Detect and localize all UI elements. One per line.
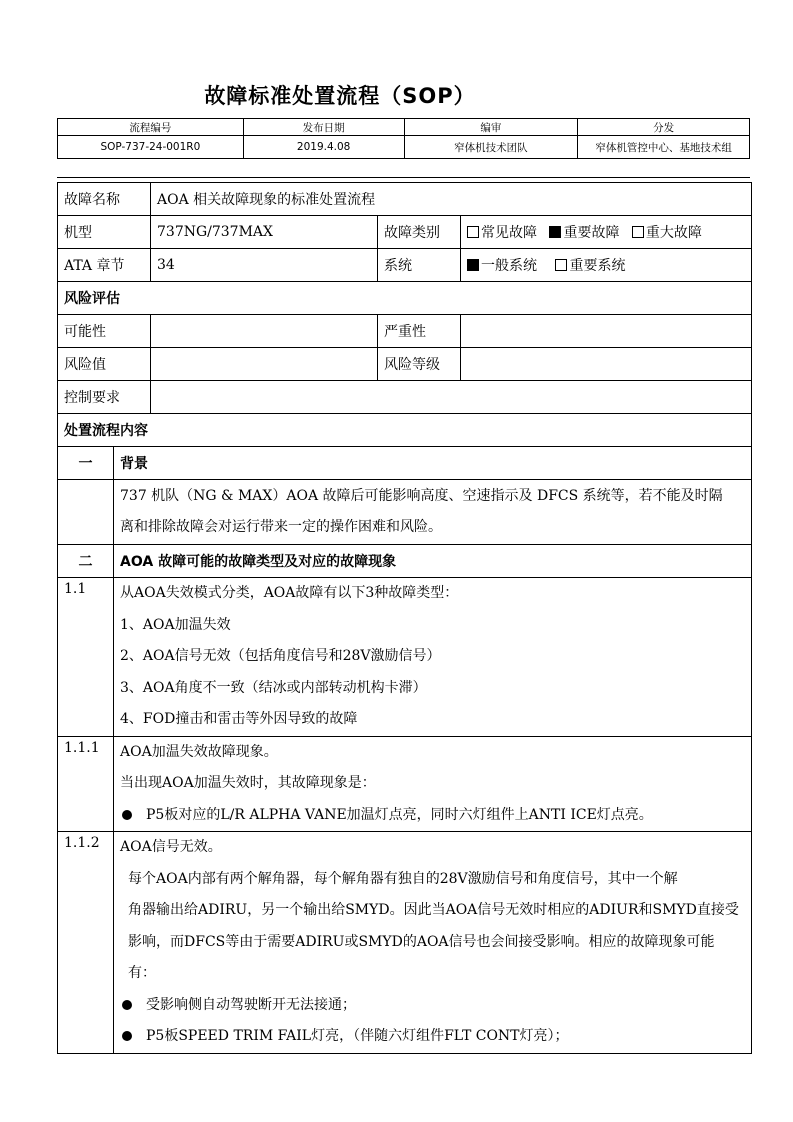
info-header-review: 编审 <box>404 119 578 136</box>
risk-value-field[interactable] <box>151 348 378 381</box>
subsection-1-1-1-title: AOA加温失效故障现象。 <box>120 743 278 760</box>
subsection-1-1-2-para-line: 有： <box>128 965 156 981</box>
section-1-number: 一 <box>58 447 114 480</box>
risk-value-label: 风险值 <box>58 348 151 381</box>
row-model <box>58 216 752 249</box>
info-header-distribution: 分发 <box>578 119 750 136</box>
option-major-fault: 重大故障 <box>645 225 702 241</box>
bullet-icon <box>122 1000 132 1010</box>
section-1-line-1: 737 机队（NG & MAX）AOA 故障后可能影响高度、空速指示及 DFCS 系统等，若不能及时隔 <box>120 487 723 504</box>
subsection-1-1-1-line: 当出现AOA加温失效时，其故障现象是： <box>120 775 376 791</box>
checkbox-important-fault[interactable] <box>549 226 561 238</box>
option-general-system: 一般系统 <box>481 258 537 274</box>
system-label: 系统 <box>378 249 461 282</box>
system-options <box>461 249 752 282</box>
bullet-icon <box>122 810 132 820</box>
subsection-1-1-2-bullet: P5板SPEED TRIM FAIL灯亮，（伴随六灯组件FLT CONT灯亮）； <box>146 1028 569 1044</box>
category-label: 故障类别 <box>378 216 461 249</box>
option-important-fault: 重要故障 <box>563 225 620 241</box>
ata-value: 34 <box>151 249 378 282</box>
row-fault-name <box>58 183 752 216</box>
page-title: 故障标准处置流程（SOP） <box>204 84 476 108</box>
subsection-1-1-1-number: 1.1.1 <box>58 736 114 832</box>
category-options <box>461 216 752 249</box>
section-1-title: 背景 <box>114 447 752 480</box>
section-1-text <box>114 480 752 545</box>
sop-main-table <box>57 182 752 1054</box>
separator-line <box>57 177 750 178</box>
risk-heading: 风险评估 <box>58 282 752 315</box>
subsection-1-1-number: 1.1 <box>58 578 114 737</box>
info-value-distribution: 窄体机管控中心、基地技术组 <box>578 136 750 159</box>
option-important-system: 重要系统 <box>569 258 626 274</box>
checkbox-important-system[interactable] <box>555 259 567 271</box>
subsection-1-1-2-text <box>114 832 752 1054</box>
process-heading: 处置流程内容 <box>58 414 752 447</box>
info-value-process-no: SOP-737-24-001R0 <box>58 136 244 159</box>
fault-type-4: 4、FOD撞击和雷击等外因导致的故障 <box>120 711 358 727</box>
risk-level-field[interactable] <box>461 348 752 381</box>
section-1-spacer <box>58 480 114 545</box>
option-common-fault: 常见故障 <box>481 225 537 241</box>
possibility-value[interactable] <box>151 315 378 348</box>
info-header-process-no: 流程编号 <box>58 119 244 136</box>
fault-name-value: AOA 相关故障现象的标准处置流程 <box>151 183 752 216</box>
risk-level-label: 风险等级 <box>378 348 461 381</box>
fault-name-label: 故障名称 <box>58 183 151 216</box>
info-value-date: 2019.4.08 <box>243 136 404 159</box>
subsection-1-1-2-para-line: 每个AOA内部有两个解角器，每个解角器有独自的28V激励信号和角度信号，其中一个解 <box>128 870 678 887</box>
checkbox-major-fault[interactable] <box>632 226 644 238</box>
control-field[interactable] <box>151 381 752 414</box>
info-value-review: 窄体机技术团队 <box>404 136 578 159</box>
bullet-icon <box>122 1031 132 1041</box>
fault-type-1: 1、AOA加温失效 <box>120 616 231 633</box>
subsection-1-1-text <box>114 578 752 737</box>
subsection-1-1-2-bullet: 受影响侧自动驾驶断开无法接通； <box>146 996 356 1013</box>
fault-type-2: 2、AOA信号无效（包括角度信号和28V激励信号） <box>120 648 441 664</box>
severity-value[interactable] <box>461 315 752 348</box>
checkbox-general-system[interactable] <box>467 259 479 271</box>
model-value: 737NG/737MAX <box>151 216 378 249</box>
subsection-1-1-2-title: AOA信号无效。 <box>120 839 222 855</box>
fault-type-3: 3、AOA角度不一致（结冰或内部转动机构卡滞） <box>120 679 427 696</box>
subsection-1-1-2-number: 1.1.2 <box>58 832 114 1054</box>
severity-label: 严重性 <box>378 315 461 348</box>
subsection-1-1-line: 从AOA失效模式分类，AOA故障有以下3种故障类型： <box>120 585 459 601</box>
info-header-date: 发布日期 <box>243 119 404 136</box>
subsection-1-1-2-para-line: 角器输出给ADIRU，另一个输出给SMYD。因此当AOA信号无效时相应的ADIUR和SMYD直接受 <box>128 902 739 918</box>
possibility-label: 可能性 <box>58 315 151 348</box>
section-2-title: AOA 故障可能的故障类型及对应的故障现象 <box>114 545 752 578</box>
subsection-1-1-2-para-line: 影响，而DFCS等由于需要ADIRU或SMYD的AOA信号也会间接受影响。相应的故障现象可能 <box>128 933 715 950</box>
row-ata <box>58 249 752 282</box>
control-label: 控制要求 <box>58 381 151 414</box>
subsection-1-1-1-bullet: P5板对应的L/R ALPHA VANE加温灯点亮，同时六灯组件上ANTI ICE灯点亮。 <box>146 806 653 823</box>
checkbox-common-fault[interactable] <box>467 226 479 238</box>
document-info-table <box>57 118 750 159</box>
section-2-number: 二 <box>58 545 114 578</box>
model-label: 机型 <box>58 216 151 249</box>
ata-label: ATA 章节 <box>58 249 151 282</box>
section-1-line-2: 离和排除故障会对运行带来一定的操作困难和风险。 <box>120 519 442 535</box>
subsection-1-1-1-text <box>114 736 752 832</box>
